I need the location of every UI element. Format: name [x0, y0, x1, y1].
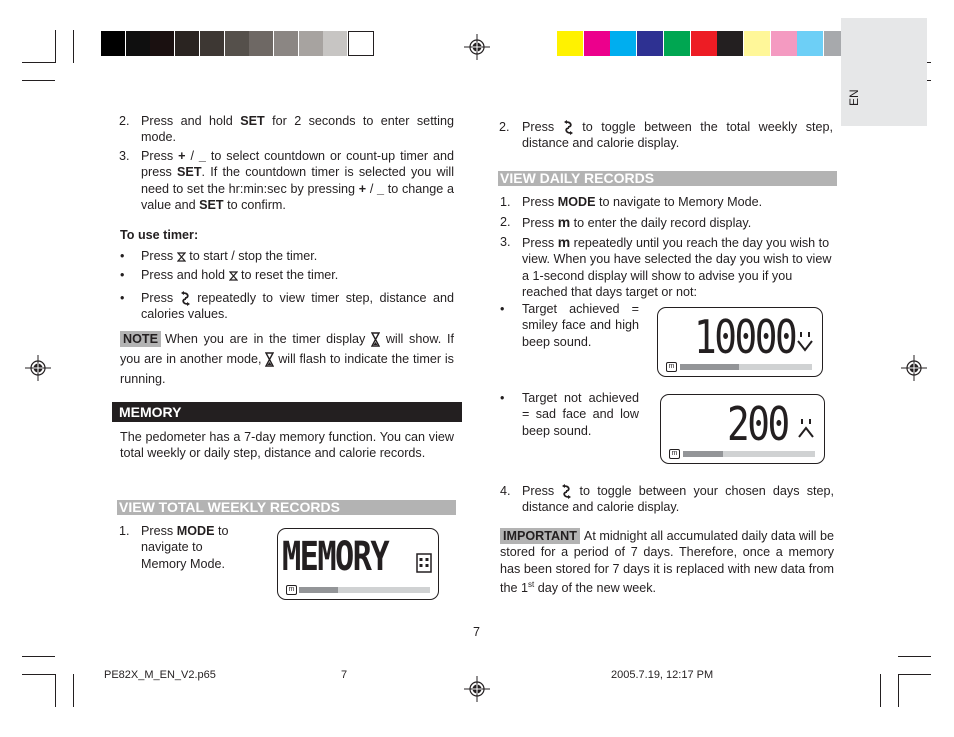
lcd-progress-bar [683, 451, 815, 457]
registration-mark-right [901, 355, 927, 381]
note-block: NOTE When you are in the timer display will show. If you are in another mode, will flash to indicate the timer is running. [120, 332, 454, 386]
grayscale-swatch [200, 31, 224, 56]
daily-records-header: VIEW DAILY RECORDS [498, 171, 837, 186]
daily-step-3: 3. Press m repeatedly until you reach the day you wish to view. When you have selected the day you wish to view a 1-second display will show to advise you if you reached that days target or not: [500, 234, 832, 300]
lcd-memory-display [277, 528, 439, 600]
memory-header: MEMORY [112, 402, 462, 422]
memory-key-icon: m [557, 234, 571, 250]
registration-mark-top [464, 34, 490, 60]
right-step-2: 2. Press to toggle between the total weekly step, distance and calorie display. [499, 120, 833, 151]
weekly-step-1: 1. Press MODE to navigate to Memory Mode. [119, 524, 229, 571]
toggle-arrows-icon [180, 291, 191, 306]
grayscale-swatch [299, 31, 323, 56]
grayscale-swatch [150, 31, 174, 56]
important-block: IMPORTANT At midnight all accumulated daily data will be stored for a period of 7 days. Therefore, once a memory has been stored for 7 days it is replaced with new data from the 1st day of the new week. [500, 529, 834, 596]
memory-key-icon: m [557, 214, 571, 230]
left-step-2: 2. Press and hold SET for 2 seconds to enter setting mode. [119, 114, 454, 145]
timer-heading: To use timer: [120, 228, 199, 242]
important-label: IMPORTANT [500, 528, 580, 544]
color-swatch [797, 31, 823, 56]
lcd-m-icon: m [669, 449, 680, 459]
target-achieved-bullet: • Target achieved = smiley face and high beep sound. [500, 302, 639, 349]
hourglass-icon [229, 271, 238, 281]
grayscale-swatch [323, 31, 347, 56]
color-swatch [691, 31, 717, 56]
lcd-memory-text: MEMORY [282, 534, 388, 580]
grayscale-swatch [249, 31, 273, 56]
hourglass-icon [177, 252, 186, 262]
footer-page: 7 [341, 669, 348, 681]
registration-mark-left [25, 355, 51, 381]
minus-key-icon: _ [377, 181, 385, 196]
color-swatch [771, 31, 797, 56]
footer-file-name: PE82X_M_EN_V2.p65 [104, 669, 216, 681]
grayscale-swatch [348, 31, 374, 56]
lcd-progress-bar [680, 364, 812, 370]
lcd-target-not-achieved-display [660, 394, 825, 464]
hourglass-icon [265, 352, 274, 367]
lcd-m-icon: m [666, 362, 677, 372]
lcd-step-value: 200 [727, 397, 788, 451]
lcd-target-achieved-display [657, 307, 823, 377]
toggle-arrows-icon [563, 120, 574, 135]
toggle-arrows-icon [561, 484, 572, 499]
color-swatch [717, 31, 743, 56]
hourglass-icon [371, 332, 380, 347]
footer-datetime: 2005.7.19, 12:17 PM [611, 669, 714, 681]
memory-text: The pedometer has a 7-day memory function. You can view total weekly or daily step, distance and calorie records. [120, 430, 454, 461]
color-swatch [584, 31, 610, 56]
grayscale-swatch [175, 31, 199, 56]
note-label: NOTE [120, 331, 161, 347]
lcd-step-value: 10000 [694, 310, 796, 364]
grayscale-swatch [225, 31, 249, 56]
grayscale-swatch [274, 31, 298, 56]
page-number: 7 [473, 625, 481, 639]
color-swatch [637, 31, 663, 56]
target-not-achieved-bullet: • Target not achieved = sad face and low beep sound. [500, 391, 639, 438]
timer-bullet-3: • Press repeatedly to view timer step, distance and calories values. [120, 291, 454, 322]
left-step-3: 3. Press + / _ to select countdown or count-up timer and press SET. If the countdown timer is selected you will need to set the hr:min:sec by pressing + / _ to change a value and SET to confirm. [119, 149, 455, 213]
grayscale-swatch [101, 31, 125, 56]
daily-step-2: 2. Press m to enter the daily record display. [500, 214, 752, 230]
minus-key-icon: _ [198, 149, 206, 163]
registration-mark-bottom [464, 676, 490, 702]
daily-step-1: 1. Press MODE to navigate to Memory Mode. [500, 195, 763, 209]
sad-face-icon [797, 417, 815, 441]
daily-step-4: 4. Press to toggle between your chosen days step, distance and calorie display. [500, 484, 835, 515]
lcd-progress-bar [299, 587, 430, 593]
smiley-face-icon [796, 330, 814, 354]
weekly-records-header: VIEW TOTAL WEEKLY RECORDS [117, 500, 456, 515]
lcd-m-icon: m [286, 585, 297, 595]
plus-key-icon: + [178, 149, 186, 163]
timer-bullet-1: • Press to start / stop the timer. [120, 249, 318, 263]
plus-key-icon: + [358, 181, 367, 196]
timer-bullet-2: • Press and hold to reset the timer. [120, 268, 339, 282]
calendar-icon [416, 553, 432, 573]
language-tab [841, 18, 927, 126]
grayscale-swatch [126, 31, 150, 56]
language-tab-label: EN [847, 89, 861, 106]
color-swatch [664, 31, 690, 56]
color-swatch [744, 31, 770, 56]
color-swatch [610, 31, 636, 56]
color-swatch [557, 31, 583, 56]
